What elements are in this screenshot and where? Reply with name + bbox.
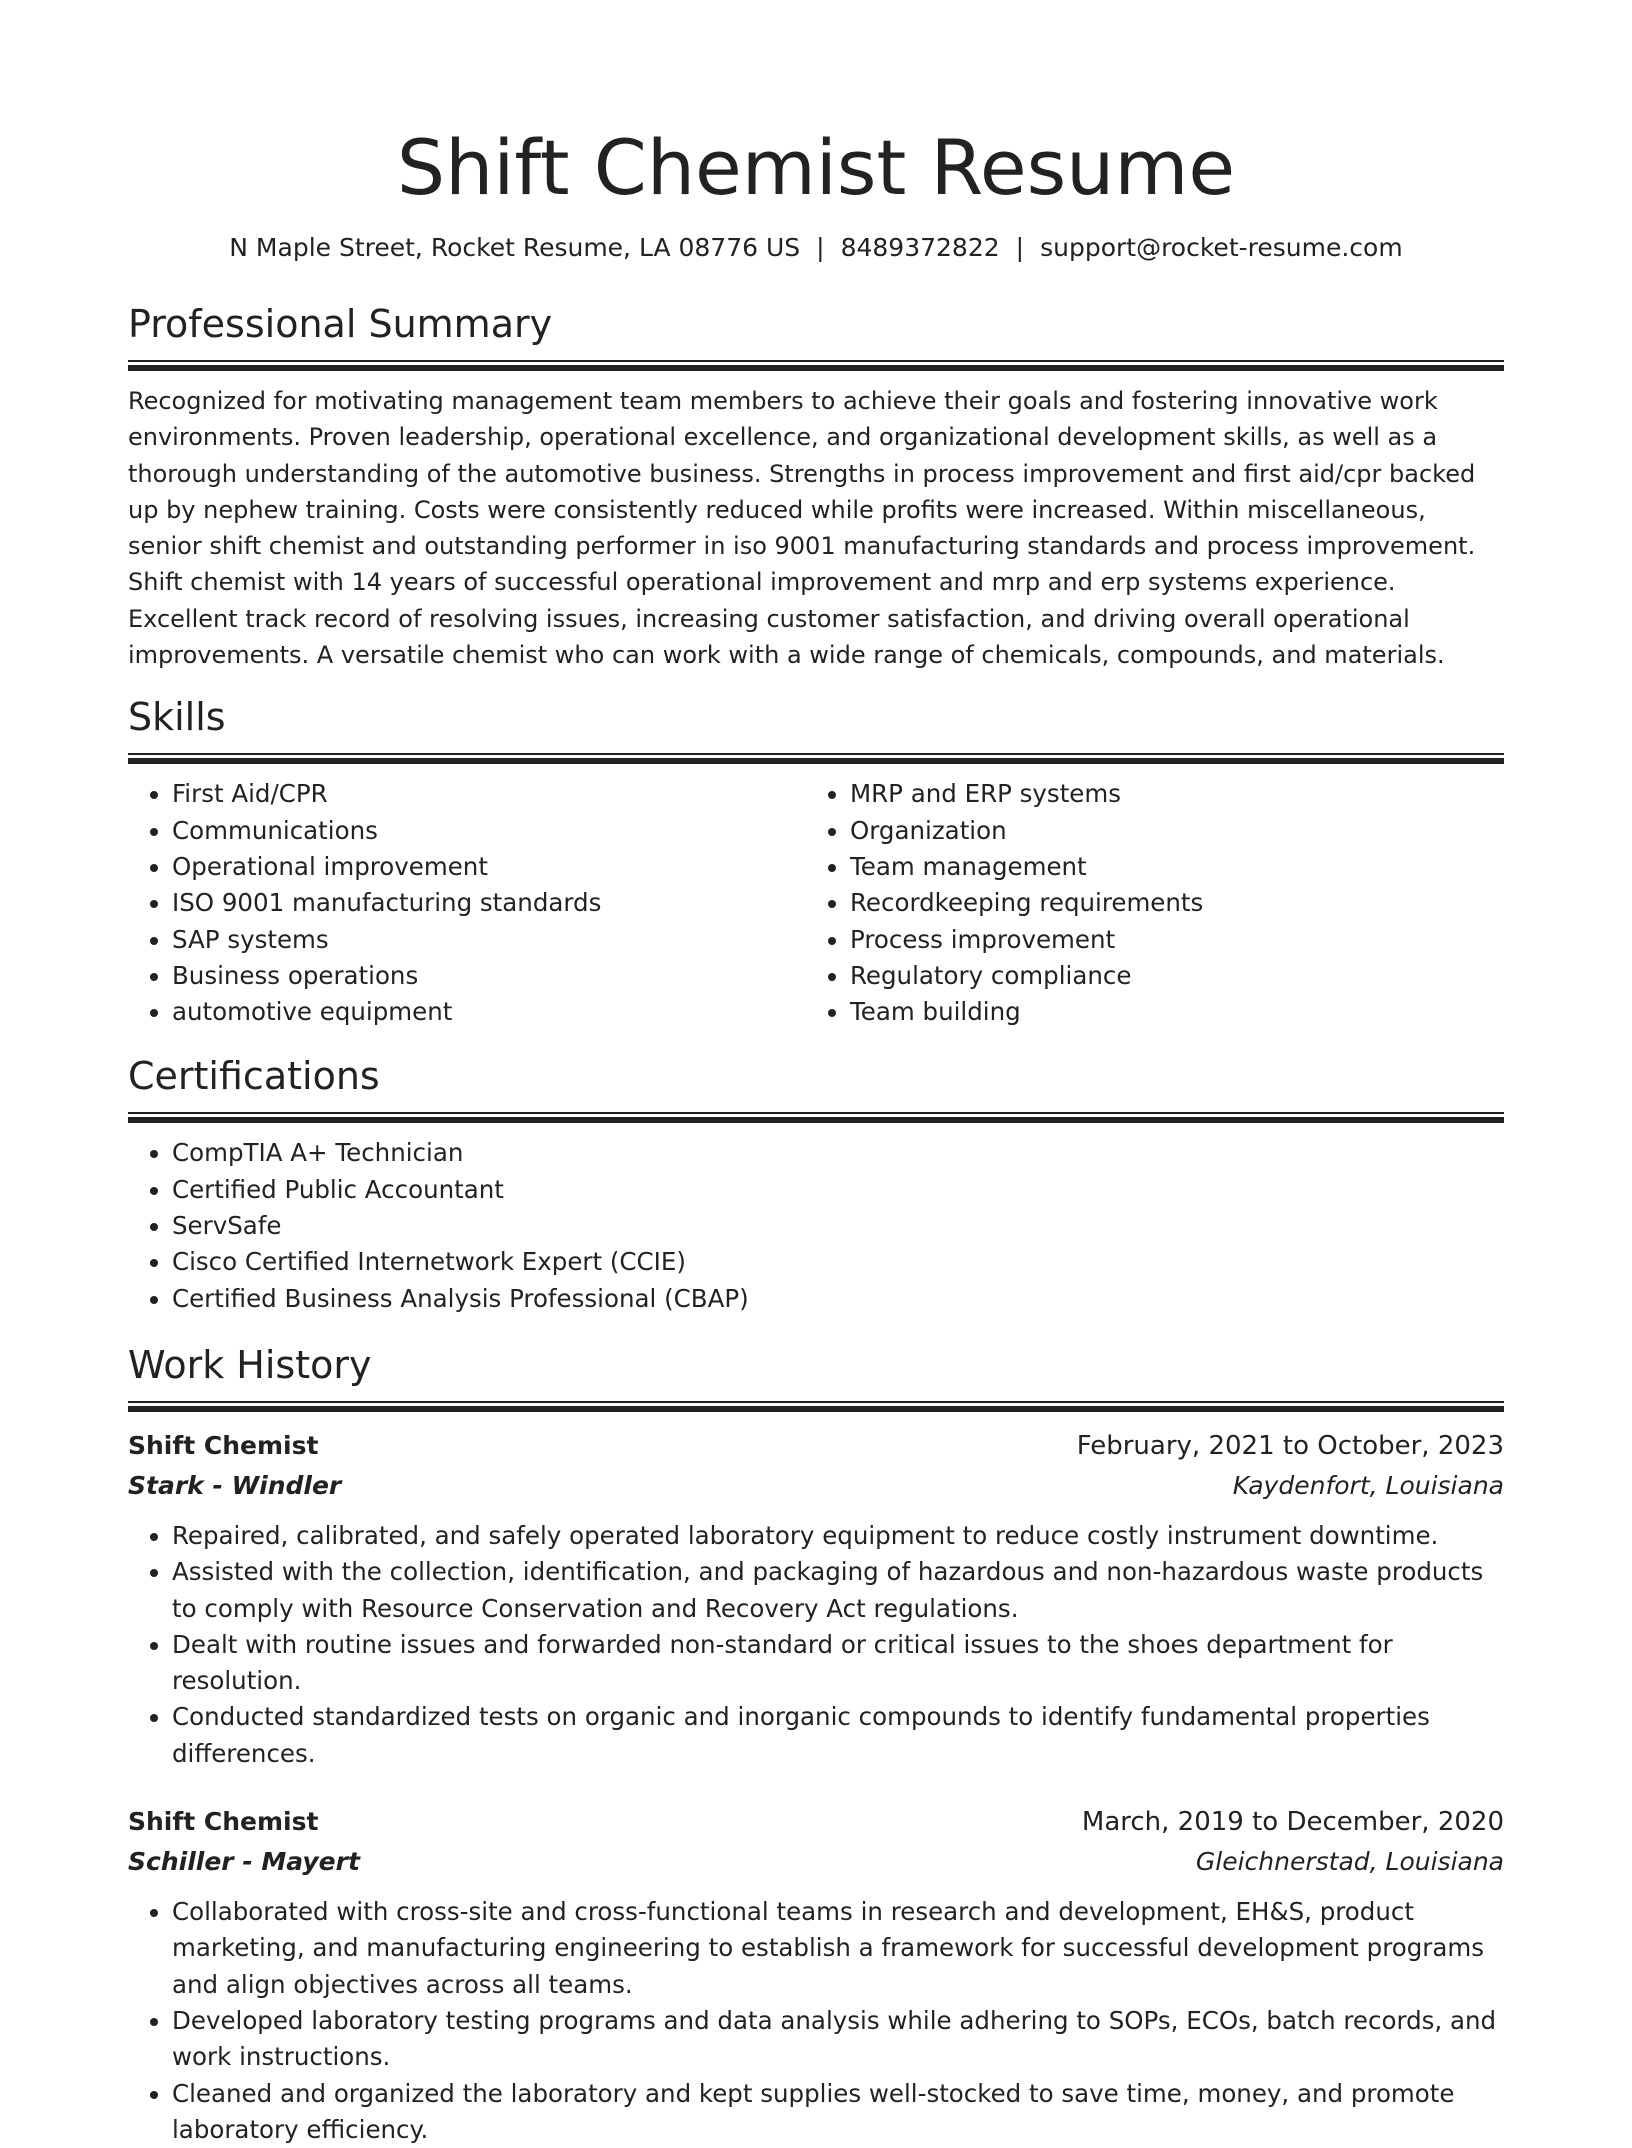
job-bullet: • Repaired, calibrated, and safely operated laboratory equipment to reduce costly instrument downtime. xyxy=(172,1518,1504,1554)
skill-item: • SAP systems xyxy=(172,922,806,958)
section-heading-summary: Professional Summary xyxy=(128,300,1504,348)
contact-line xyxy=(128,230,1504,266)
skill-item: • First Aid/CPR xyxy=(172,776,806,812)
skills-column-left xyxy=(128,776,806,1030)
section-heading-work-history: Work History xyxy=(128,1341,1504,1389)
job-bullet: • Conducted standardized tests on organic and inorganic compounds to identify fundamental properties differences. xyxy=(172,1699,1504,1772)
job-subheader xyxy=(128,1842,1504,1882)
job-header xyxy=(128,1426,1504,1466)
certifications-section xyxy=(128,1052,1504,1316)
job-bullet: • Cleaned and organized the laboratory and kept supplies well-stocked to save time, money, and promote laboratory efficiency. xyxy=(172,2076,1504,2148)
skill-item: • Team management xyxy=(850,849,1484,885)
job-company: Stark - Windler xyxy=(128,1466,341,1506)
skills-list-right xyxy=(806,776,1484,1030)
job-entry xyxy=(128,1802,1504,2148)
job-location: Kaydenfort, Louisiana xyxy=(1233,1466,1504,1506)
contact-separator: | xyxy=(816,230,824,266)
job-location: Gleichnerstad, Louisiana xyxy=(1196,1842,1504,1882)
skills-column-right xyxy=(806,776,1484,1030)
contact-address: N Maple Street, Rocket Resume, LA 08776 US xyxy=(229,233,800,262)
job-title: Shift Chemist xyxy=(128,1802,318,1842)
skill-item: • Operational improvement xyxy=(172,849,806,885)
job-subheader xyxy=(128,1466,1504,1506)
job-bullet: • Dealt with routine issues and forwarded non-standard or critical issues to the shoes department for resolution. xyxy=(172,1627,1504,1700)
job-company: Schiller - Mayert xyxy=(128,1842,360,1882)
skill-item: • automotive equipment xyxy=(172,994,806,1030)
section-divider xyxy=(128,753,1504,764)
job-bullets xyxy=(128,1518,1504,1772)
work-history-section xyxy=(128,1341,1504,2148)
job-header xyxy=(128,1802,1504,1842)
certification-item: • ServSafe xyxy=(172,1208,1504,1244)
summary-text: Recognized for motivating management team members to achieve their goals and fostering innovative work environments. Proven leadership, operational excellence, and organizational development skills, as well as a thorough understanding of the automotive business. Strengths in process improvement and first aid/cpr backed up by nephew training. Costs were consistently reduced while profits were increased. Within miscellaneous, senior shift chemist and outstanding performer in iso 9001 manufacturing standards and process improvement. Shift chemist with 14 years of successful operational improvement and mrp and erp systems experience. Excellent track record of resolving issues, increasing customer satisfaction, and driving overall operational improvements. A versatile chemist who can work with a wide range of chemicals, compounds, and materials. xyxy=(128,383,1504,673)
job-dates: February, 2021 to October, 2023 xyxy=(1077,1426,1504,1466)
job-bullets xyxy=(128,1894,1504,2148)
job-bullet: • Assisted with the collection, identification, and packaging of hazardous and non-hazardous waste products to comply with Resource Conservation and Recovery Act regulations. xyxy=(172,1554,1504,1627)
section-heading-certifications: Certifications xyxy=(128,1052,1504,1100)
section-heading-skills: Skills xyxy=(128,693,1504,741)
skills-list-left xyxy=(128,776,806,1030)
skills-section xyxy=(128,693,1504,1030)
resume-title: Shift Chemist Resume xyxy=(128,120,1504,216)
skills-grid xyxy=(128,776,1504,1030)
skill-item: • Team building xyxy=(850,994,1484,1030)
job-title: Shift Chemist xyxy=(128,1426,318,1466)
skill-item: • Organization xyxy=(850,813,1484,849)
resume-page xyxy=(128,0,1504,2148)
job-bullet: • Developed laboratory testing programs and data analysis while adhering to SOPs, ECOs, batch records, and work instructions. xyxy=(172,2003,1504,2076)
certification-item: • CompTIA A+ Technician xyxy=(172,1135,1504,1171)
contact-email: support@rocket-resume.com xyxy=(1040,233,1403,262)
contact-separator: | xyxy=(1016,230,1024,266)
skill-item: • Business operations xyxy=(172,958,806,994)
contact-phone: 8489372822 xyxy=(841,233,1000,262)
section-divider xyxy=(128,360,1504,371)
summary-section xyxy=(128,300,1504,673)
certification-item: • Certified Business Analysis Professional (CBAP) xyxy=(172,1281,1504,1317)
section-divider xyxy=(128,1112,1504,1123)
job-bullet: • Collaborated with cross-site and cross-functional teams in research and development, EH&S, product marketing, and manufacturing engineering to establish a framework for successful development programs and align objectives across all teams. xyxy=(172,1894,1504,2003)
section-divider xyxy=(128,1401,1504,1412)
skill-item: • ISO 9001 manufacturing standards xyxy=(172,885,806,921)
certification-item: • Cisco Certified Internetwork Expert (CCIE) xyxy=(172,1244,1504,1280)
skill-item: • Process improvement xyxy=(850,922,1484,958)
skill-item: • Regulatory compliance xyxy=(850,958,1484,994)
job-dates: March, 2019 to December, 2020 xyxy=(1082,1802,1504,1842)
job-entry xyxy=(128,1426,1504,1772)
skill-item: • Recordkeeping requirements xyxy=(850,885,1484,921)
skill-item: • Communications xyxy=(172,813,806,849)
certification-item: • Certified Public Accountant xyxy=(172,1172,1504,1208)
skill-item: • MRP and ERP systems xyxy=(850,776,1484,812)
certifications-list xyxy=(128,1135,1504,1316)
